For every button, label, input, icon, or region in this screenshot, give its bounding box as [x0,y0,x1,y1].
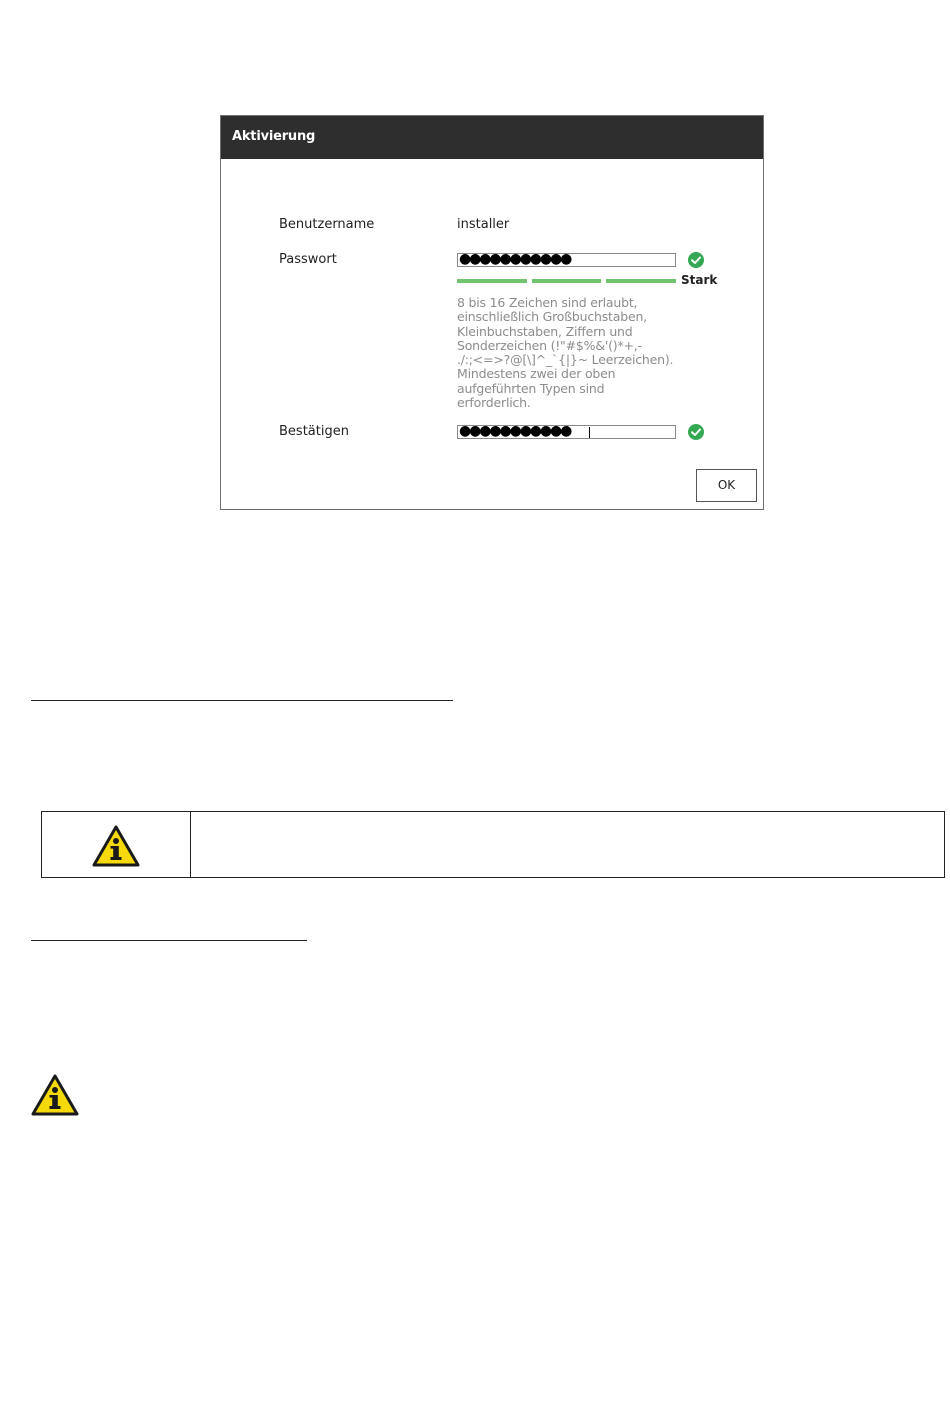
section-rule-1 [31,700,453,701]
table-cell-divider [190,812,191,877]
password-label: Passwort [279,252,337,267]
text-caret [589,427,590,438]
strength-bar-segment-3 [606,279,676,283]
info-note-table [41,811,945,878]
strength-bar-segment-2 [532,279,601,283]
dialog-header [221,116,763,159]
info-warning-icon [92,825,140,867]
username-label: Benutzername [279,217,375,232]
strength-bar-segment-1 [457,279,527,283]
confirm-label: Bestätigen [279,424,349,439]
section-rule-2 [31,940,307,941]
password-hint: 8 bis 16 Zeichen sind erlaubt, einschließlich Großbuchstaben, Kleinbuchstaben, Ziffern und Sonderzeichen (!"#$%&'()*+,- ./:;<=>?@[\]^_`{|}~ Leerzeichen). Mindestens zwei der oben aufgeführten Typen sind erforderlich. [457,295,674,411]
dialog-title: Aktivierung [232,129,316,144]
username-value: installer [457,217,510,232]
confirm-masked-value: ●●●●●●●●●●● [459,425,571,439]
password-valid-check-icon [688,252,704,268]
standalone-info-warning-icon [31,1074,79,1116]
ok-button[interactable]: OK [696,469,757,502]
confirm-password-input[interactable] [457,425,676,439]
activation-dialog [220,115,764,510]
confirm-valid-check-icon [688,424,704,440]
strength-label: Stark [681,273,718,287]
password-masked-value: ●●●●●●●●●●● [459,253,571,267]
password-input[interactable] [457,253,676,267]
